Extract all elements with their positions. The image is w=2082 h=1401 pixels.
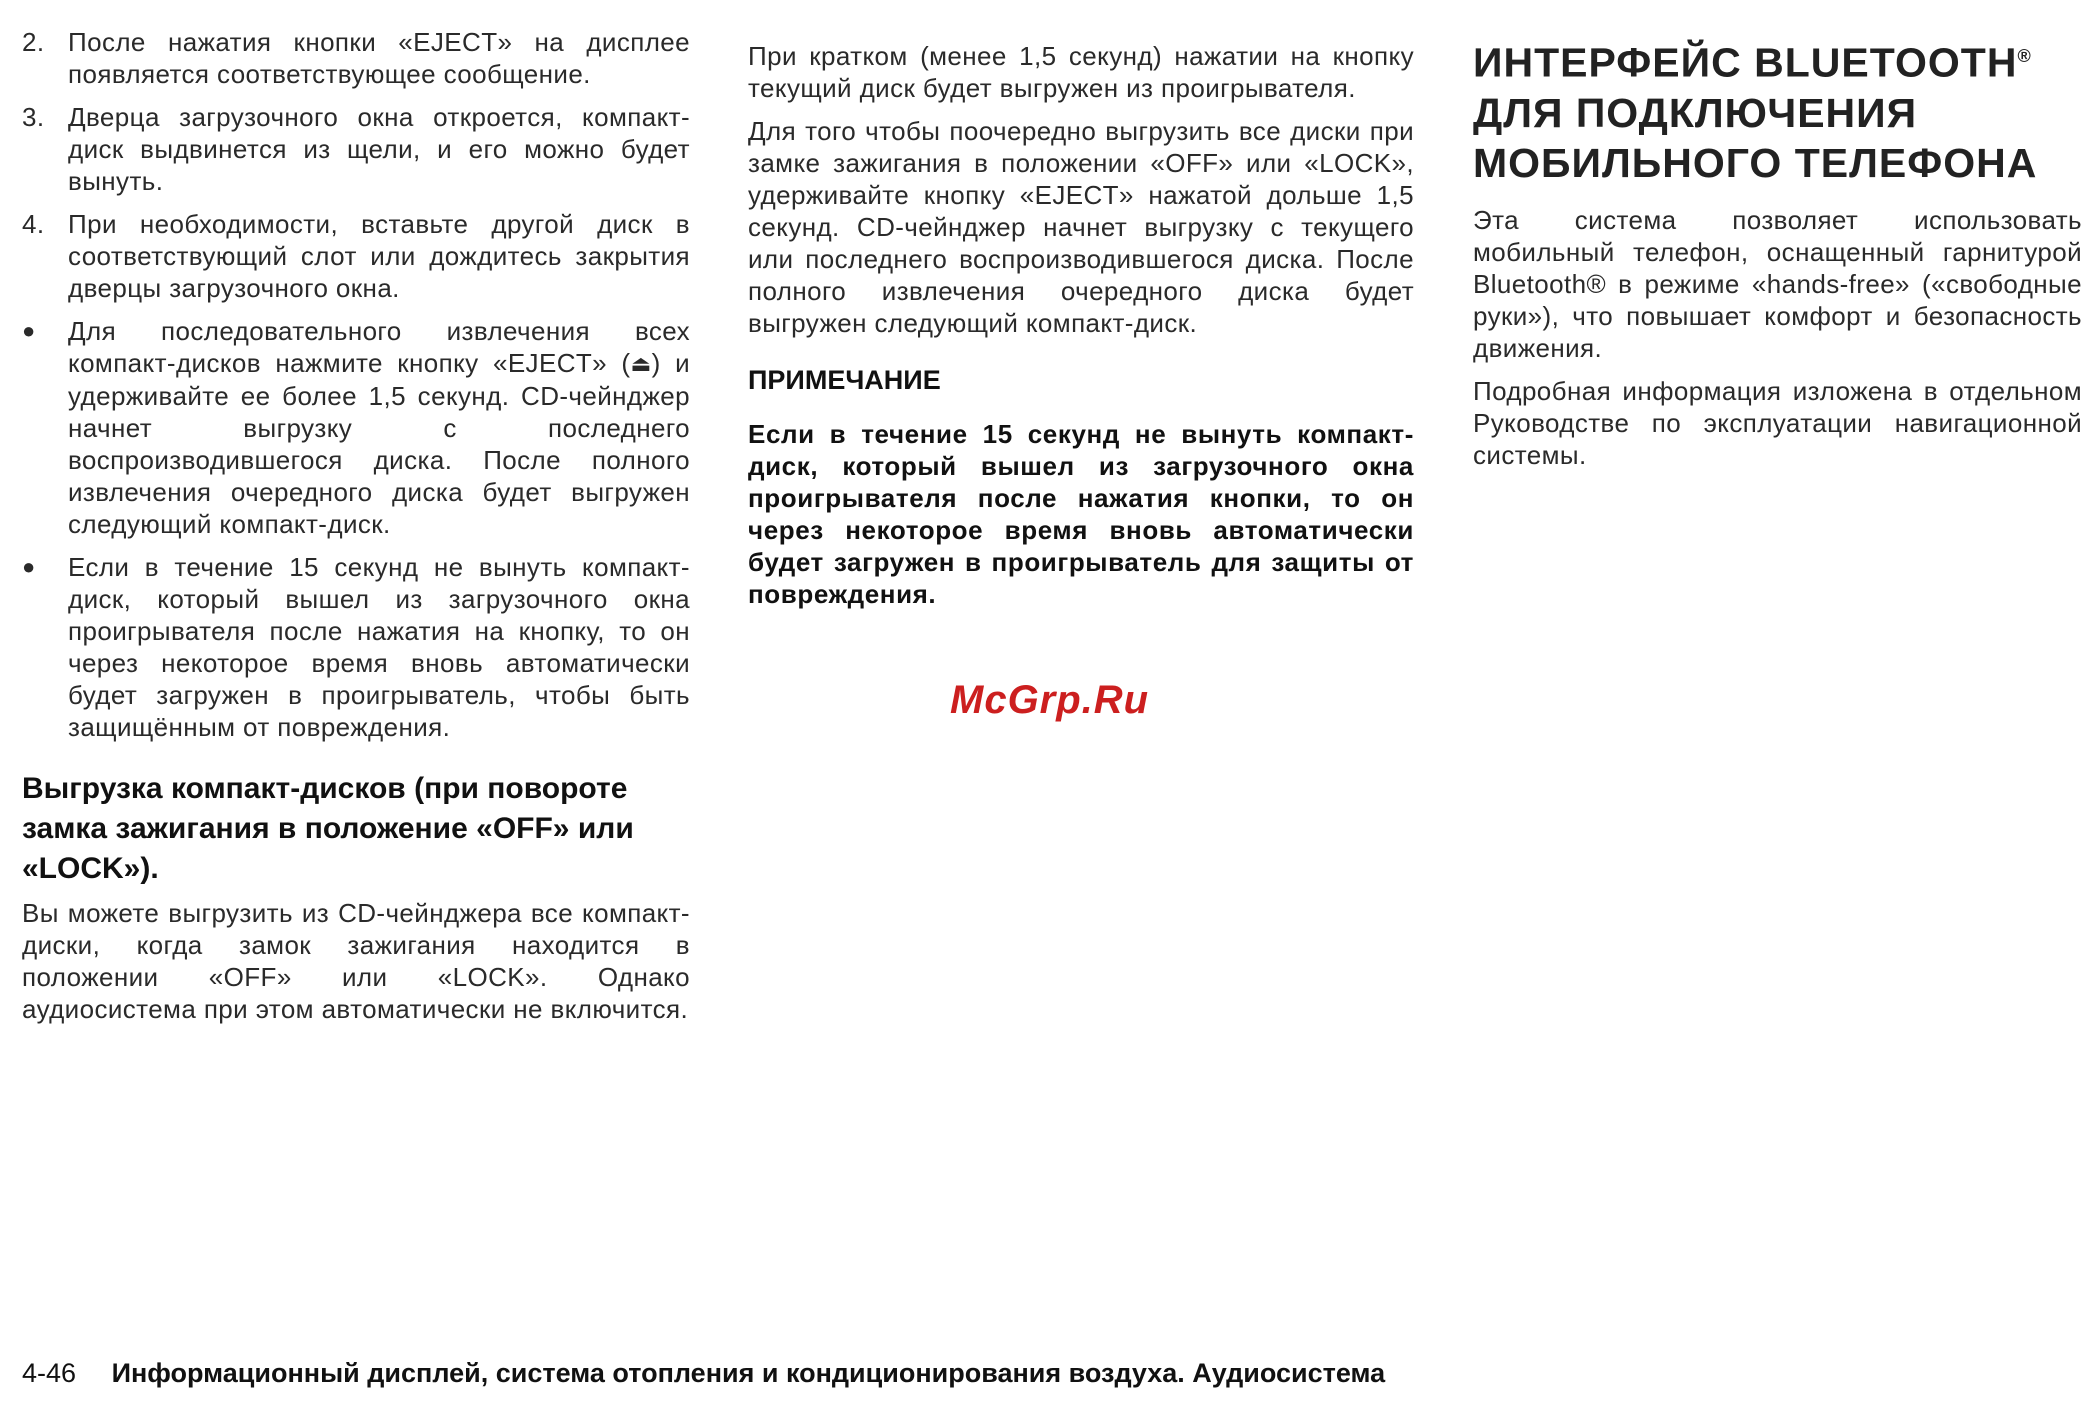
footer-title: Информационный дисплей, система отопления и кондиционирования воздуха. Аудиосистема: [111, 1358, 1386, 1388]
page-footer: [22, 1358, 1385, 1389]
list-item-text: При необходимости, вставьте другой диск в соответствующий слот или дождитесь закрытия дверцы загрузочного окна.: [68, 209, 690, 303]
bullet-marker: ●: [22, 554, 36, 579]
bullet-item: [22, 315, 690, 540]
list-item-text: После нажатия кнопки «EJECT» на дисплее появляется соответствующее сообщение.: [68, 27, 690, 89]
bullet-text: [68, 315, 690, 540]
list-marker: 4.: [22, 209, 45, 239]
list-marker: 2.: [22, 27, 45, 57]
page-number: 4-46: [22, 1358, 77, 1388]
paragraph: Для того чтобы поочередно выгрузить все диски при замке зажигания в положении «OFF» или «LOCK», удерживайте кнопку «EJECT» нажатой дольше 1,5 секунд. CD-чейнджер начнет выгрузку с текущего или последнего воспроизводившегося диска. После полного извлечения очередного диска будет выгружен следующий компакт-диск.: [748, 116, 1414, 338]
paragraph: Эта система позволяет использовать мобильный телефон, оснащенный гарнитурой Bluetooth® в режиме «hands-free» («свободные руки»), что повышает комфорт и безопасность движения.: [1473, 204, 2082, 363]
middle-column: [748, 40, 1414, 610]
right-column: [1473, 26, 2082, 482]
section-title: [1473, 31, 2082, 188]
eject-icon: ⏏: [630, 351, 652, 376]
bullet-text-after: ) и удерживайте ее более 1,5 секунд. CD-чейнджер начнет выгрузку с последнего воспроизводившегося диска. После полного извлечения очередного диска будет выгружен следующий компакт-диск.: [68, 348, 690, 539]
note-title: ПРИМЕЧАНИЕ: [748, 365, 941, 395]
watermark: McGrp.Ru: [950, 678, 1150, 722]
note-text: Если в течение 15 секунд не вынуть компакт-диск, который вышел из загрузочного окна проигрывателя после нажатия кнопки, то он через некоторое время вновь автоматически будет загружен в проигрыватель для защиты от повреждения.: [748, 419, 1414, 609]
paragraph: При кратком (менее 1,5 секунд) нажатии на кнопку текущий диск будет выгружен из проигрывателя.: [748, 41, 1414, 103]
registered-mark: ®: [2017, 46, 2032, 66]
bullet-marker: ●: [22, 318, 36, 343]
paragraph: Подробная информация изложена в отдельном Руководстве по эксплуатации навигационной системы.: [1473, 375, 2082, 470]
section-title-part1: ИНТЕРФЕЙС BLUETOOTH: [1473, 39, 2018, 86]
subheading-paragraph: Вы можете выгрузить из CD-чейнджера все компакт-диски, когда замок зажигания находится в положении «OFF» или «LOCK». Однако аудиосистема при этом автоматически не включится.: [22, 898, 690, 1024]
list-item: [22, 101, 690, 197]
list-item-text: Дверца загрузочного окна откроется, компакт-диск выдвинется из щели, и его можно будет вынуть.: [68, 102, 690, 196]
bullet-item: [22, 551, 690, 743]
section-title-part2: ДЛЯ ПОДКЛЮЧЕНИЯ МОБИЛЬНОГО ТЕЛЕФОНА: [1473, 89, 2038, 186]
list-marker: 3.: [22, 102, 45, 132]
bullet-text-before: Для последовательного извлечения всех компакт-дисков нажмите кнопку «EJECT» (: [68, 316, 690, 378]
list-item: [22, 208, 690, 304]
list-item: [22, 26, 690, 90]
section-subheading: Выгрузка компакт-дисков (при повороте замка зажигания в положение «OFF» или «LOCK»).: [22, 772, 634, 885]
bullet-text: Если в течение 15 секунд не вынуть компакт-диск, который вышел из загрузочного окна проигрывателя после нажатия на кнопку, то он через некоторое время вновь автоматически будет загружен в проигрыватель, чтобы быть защищённым от повреждения.: [68, 552, 690, 742]
left-column: [22, 26, 690, 1025]
